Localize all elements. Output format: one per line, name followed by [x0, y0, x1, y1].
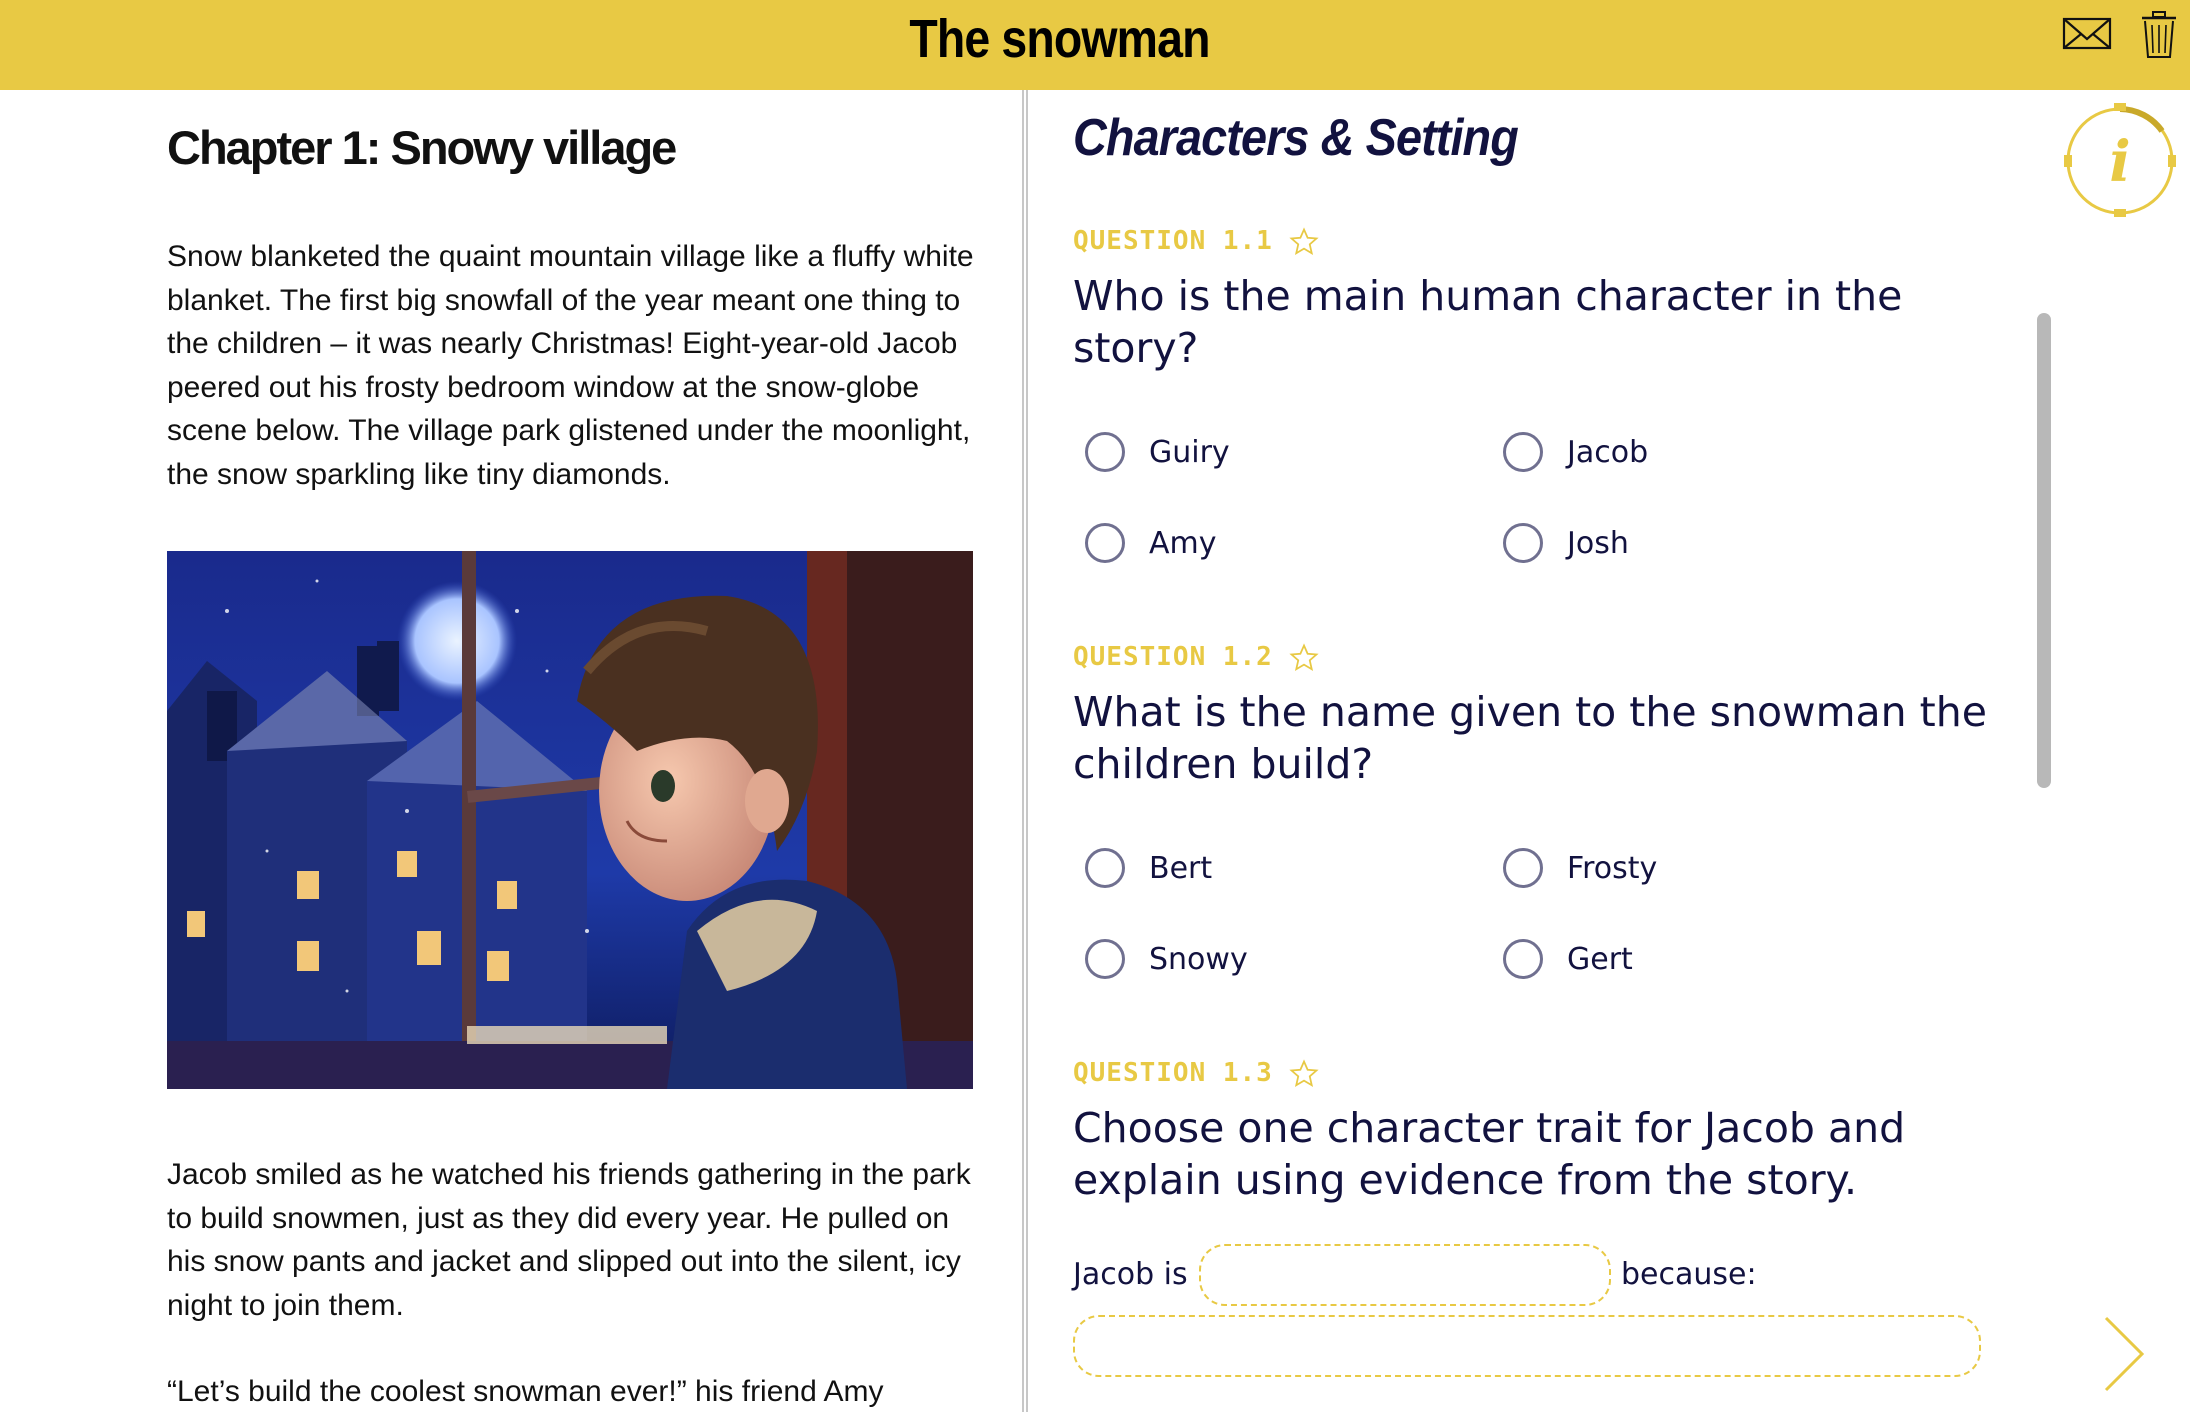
- radio-button[interactable]: [1085, 432, 1125, 472]
- radio-button[interactable]: [1085, 848, 1125, 888]
- question-text: Choose one character trait for Jacob and explain using evidence from the story.: [1073, 1104, 1906, 1204]
- questions-panel: [1073, 90, 2033, 1412]
- chevron-right-icon[interactable]: [2100, 1314, 2148, 1394]
- svg-text:i: i: [2109, 129, 2131, 195]
- option-label: Jacob: [1567, 434, 1649, 470]
- question-text: What is the name given to the snowman the children build?: [1073, 688, 1987, 788]
- trait-input[interactable]: [1199, 1244, 1611, 1306]
- radio-button[interactable]: [1503, 523, 1543, 563]
- star-outline-icon[interactable]: [1289, 643, 1319, 673]
- option-bert[interactable]: [1085, 846, 1212, 890]
- chapter-title: Chapter 1: Snowy village: [167, 121, 676, 174]
- story-paragraph: “Let’s build the coolest snowman ever!” his friend Amy: [167, 1375, 884, 1408]
- option-label: Bert: [1149, 850, 1213, 886]
- question-label: QUESTION 1.2: [1073, 642, 1273, 672]
- story-paragraph: Snow blanketed the quaint mountain village like a fluffy white blanket. The first big snowfall of the year meant one thing to the children – it was nearly Christmas! Eight-year-old Jacob peered out his frosty bedroom window at the snow-globe scene below. The village park glistened under the moonlight, the snow sparkling like tiny diamonds.: [167, 240, 974, 491]
- option-label: Amy: [1149, 525, 1217, 561]
- section-title: Characters & Setting: [1073, 109, 1518, 167]
- option-label: Josh: [1567, 525, 1629, 561]
- option-label: Frosty: [1567, 850, 1658, 886]
- option-guiry[interactable]: [1085, 430, 1230, 474]
- mail-icon[interactable]: [2062, 10, 2112, 56]
- scrollbar[interactable]: [2037, 313, 2051, 788]
- option-josh[interactable]: [1503, 521, 1629, 565]
- option-gert[interactable]: [1503, 937, 1633, 981]
- option-frosty[interactable]: [1503, 846, 1657, 890]
- panel-divider: [1022, 90, 1028, 1412]
- story-paragraph: Jacob smiled as he watched his friends gathering in the park to build snowmen, just as they did every year. He pulled on his snow pants and jacket and slipped out into the silent, icy night to join them.: [167, 1158, 971, 1322]
- answer-prefix: Jacob is: [1073, 1257, 1188, 1292]
- option-snowy[interactable]: [1085, 937, 1248, 981]
- story-illustration: [167, 551, 973, 1089]
- radio-button[interactable]: [1085, 523, 1125, 563]
- question-text: Who is the main human character in the story?: [1073, 272, 1903, 372]
- radio-button[interactable]: [1085, 939, 1125, 979]
- story-panel: [167, 90, 987, 1412]
- option-label: Snowy: [1149, 941, 1248, 977]
- info-icon[interactable]: [2062, 99, 2178, 219]
- star-outline-icon[interactable]: [1289, 1059, 1319, 1089]
- option-label: Guiry: [1149, 434, 1230, 470]
- option-jacob[interactable]: [1503, 430, 1648, 474]
- because-input[interactable]: [1073, 1315, 1981, 1377]
- radio-button[interactable]: [1503, 939, 1543, 979]
- question-label: QUESTION 1.1: [1073, 226, 1273, 256]
- radio-button[interactable]: [1503, 848, 1543, 888]
- option-label: Gert: [1567, 941, 1633, 977]
- answer-suffix: because:: [1621, 1257, 1757, 1292]
- top-bar: [0, 0, 2190, 90]
- app-title: The snowman: [909, 9, 1210, 69]
- question-label: QUESTION 1.3: [1073, 1058, 1273, 1088]
- radio-button[interactable]: [1503, 432, 1543, 472]
- option-amy[interactable]: [1085, 521, 1217, 565]
- star-outline-icon[interactable]: [1289, 227, 1319, 257]
- trash-icon[interactable]: [2139, 10, 2179, 60]
